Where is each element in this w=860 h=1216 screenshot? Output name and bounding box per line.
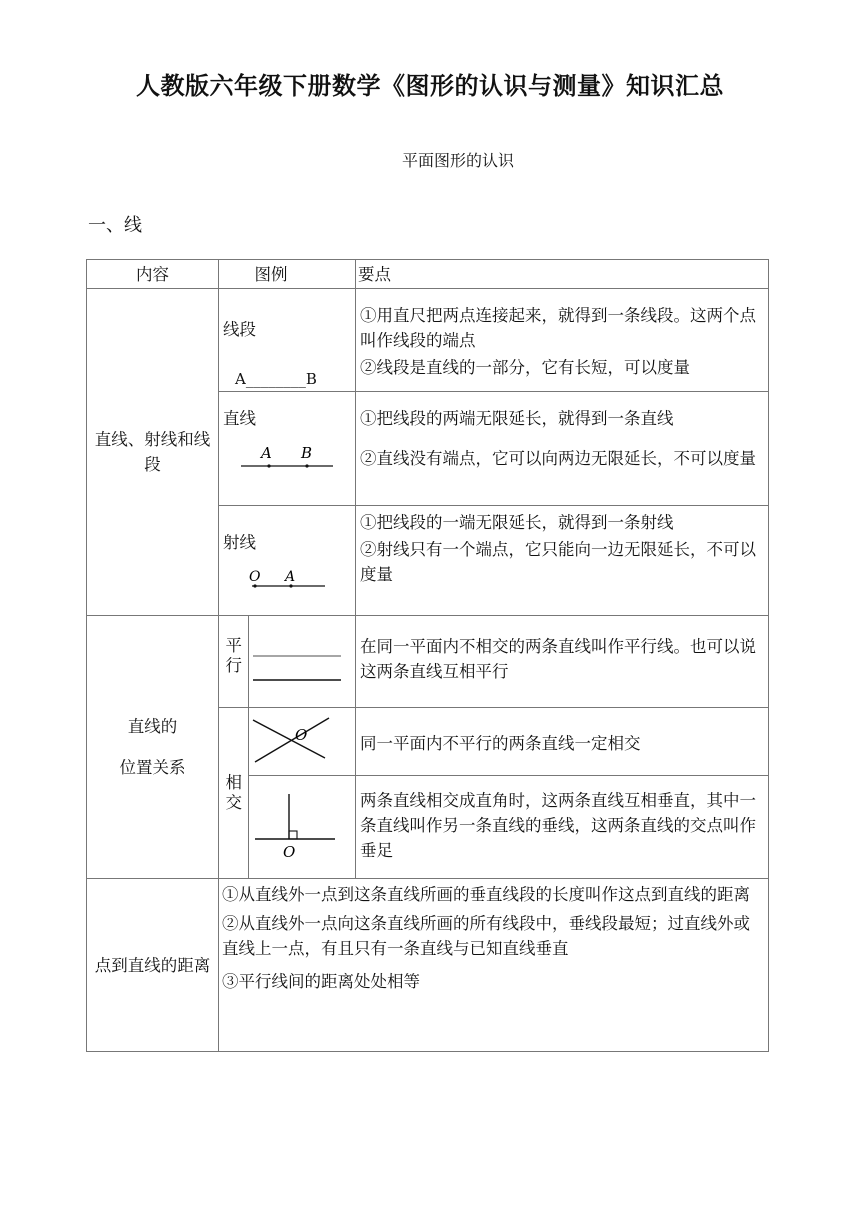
segment-point-2: ②线段是直线的一部分，它有长短，可以度量 xyxy=(360,358,690,377)
line-diagram xyxy=(237,442,337,478)
distance-point-2: ②从直线外一点向这条直线所画的所有线段中，垂线段最短；过直线外或直线上一点，有且只有一条直线与已知直线垂直 xyxy=(222,914,750,958)
line-point-1: ①把线段的两端无限延长，就得到一条直线 xyxy=(360,409,674,428)
parallel-name: 平行 xyxy=(225,636,242,675)
ray-figure xyxy=(219,506,355,615)
group-label-relations xyxy=(87,616,219,879)
header-figure: 图例 xyxy=(219,260,356,289)
line-points xyxy=(356,392,769,506)
distance-point-3: ③平行线间的距离处处相等 xyxy=(222,972,420,991)
line-point-2: ②直线没有端点，它可以向两边无限延长，不可以度量 xyxy=(360,449,756,468)
intersect-point-o: O xyxy=(295,726,308,744)
header-content: 内容 xyxy=(87,260,219,289)
segment-figure-cell xyxy=(219,289,356,392)
ray-figure-cell xyxy=(219,506,356,616)
segment-label: A________B xyxy=(235,370,317,388)
perpendicular-points xyxy=(356,776,769,879)
document-subtitle: 平面图形的认识 xyxy=(401,151,514,170)
intersect-name: 相交 xyxy=(225,773,242,812)
relations-label-line1: 直线的 xyxy=(127,717,178,736)
intersect-figure-cell xyxy=(249,708,356,776)
group-label-lines-text: 直线、射线和线段 xyxy=(94,430,211,474)
knowledge-table xyxy=(86,259,769,1052)
table-header-row xyxy=(87,260,769,289)
parallel-point: 在同一平面内不相交的两条直线叫作平行线。也可以说这两条直线互相平行 xyxy=(360,637,756,681)
segment-points xyxy=(356,289,769,392)
group-label-distance xyxy=(87,879,219,1052)
intersect-point-2: 两条直线相交成直角时，这两条直线互相垂直，其中一条直线叫作另一条直线的垂线，这两条直线的交点叫作垂足 xyxy=(360,791,756,860)
header-points: 要点 xyxy=(356,260,769,289)
table-row xyxy=(87,289,769,392)
ray-diagram xyxy=(249,566,329,602)
relations-label-line2: 位置关系 xyxy=(119,758,186,777)
document-title: 人教版六年级下册数学《图形的认识与测量》知识汇总 xyxy=(136,72,724,100)
intersect-points xyxy=(356,708,769,776)
group-label-distance-text: 点到直线的距离 xyxy=(94,955,211,975)
line-point-a: A xyxy=(261,444,272,462)
ray-point-a: A xyxy=(285,569,296,585)
line-figure xyxy=(219,392,355,505)
parallel-figure-cell xyxy=(249,616,356,708)
line-figure-cell xyxy=(219,392,356,506)
group-label-lines xyxy=(87,289,219,616)
ray-name: 射线 xyxy=(223,533,256,552)
ray-points xyxy=(356,506,769,616)
line-name: 直线 xyxy=(223,409,256,428)
ray-point-2: ②射线只有一个端点，它只能向一边无限延长，不可以度量 xyxy=(360,540,756,584)
table-row xyxy=(87,616,769,708)
ray-point-1: ①把线段的一端无限延长，就得到一条射线 xyxy=(360,513,674,532)
distance-point-1: ①从直线外一点到这条直线所画的垂直线段的长度叫作这点到直线的距离 xyxy=(222,885,750,904)
intersecting-lines-diagram xyxy=(249,708,356,768)
parallel-lines-diagram xyxy=(249,616,356,700)
intersect-point-1: 同一平面内不平行的两条直线一定相交 xyxy=(360,733,641,753)
line-point-b: B xyxy=(301,444,313,462)
parallel-name-cell xyxy=(219,616,249,708)
perpendicular-lines-diagram xyxy=(249,776,356,871)
segment-point-1: ①用直尺把两点连接起来，就得到一条线段。这两个点叫作线段的端点 xyxy=(360,306,756,350)
distance-points xyxy=(219,879,769,1052)
segment-name: 线段 xyxy=(223,320,256,339)
segment-figure xyxy=(219,289,355,391)
perpendicular-point-o: O xyxy=(283,843,296,861)
perpendicular-figure-cell xyxy=(249,776,356,879)
ray-point-o: O xyxy=(249,569,261,585)
intersect-name-cell xyxy=(219,708,249,879)
parallel-points xyxy=(356,616,769,708)
table-row xyxy=(87,879,769,1052)
section-heading: 一、线 xyxy=(88,215,142,236)
